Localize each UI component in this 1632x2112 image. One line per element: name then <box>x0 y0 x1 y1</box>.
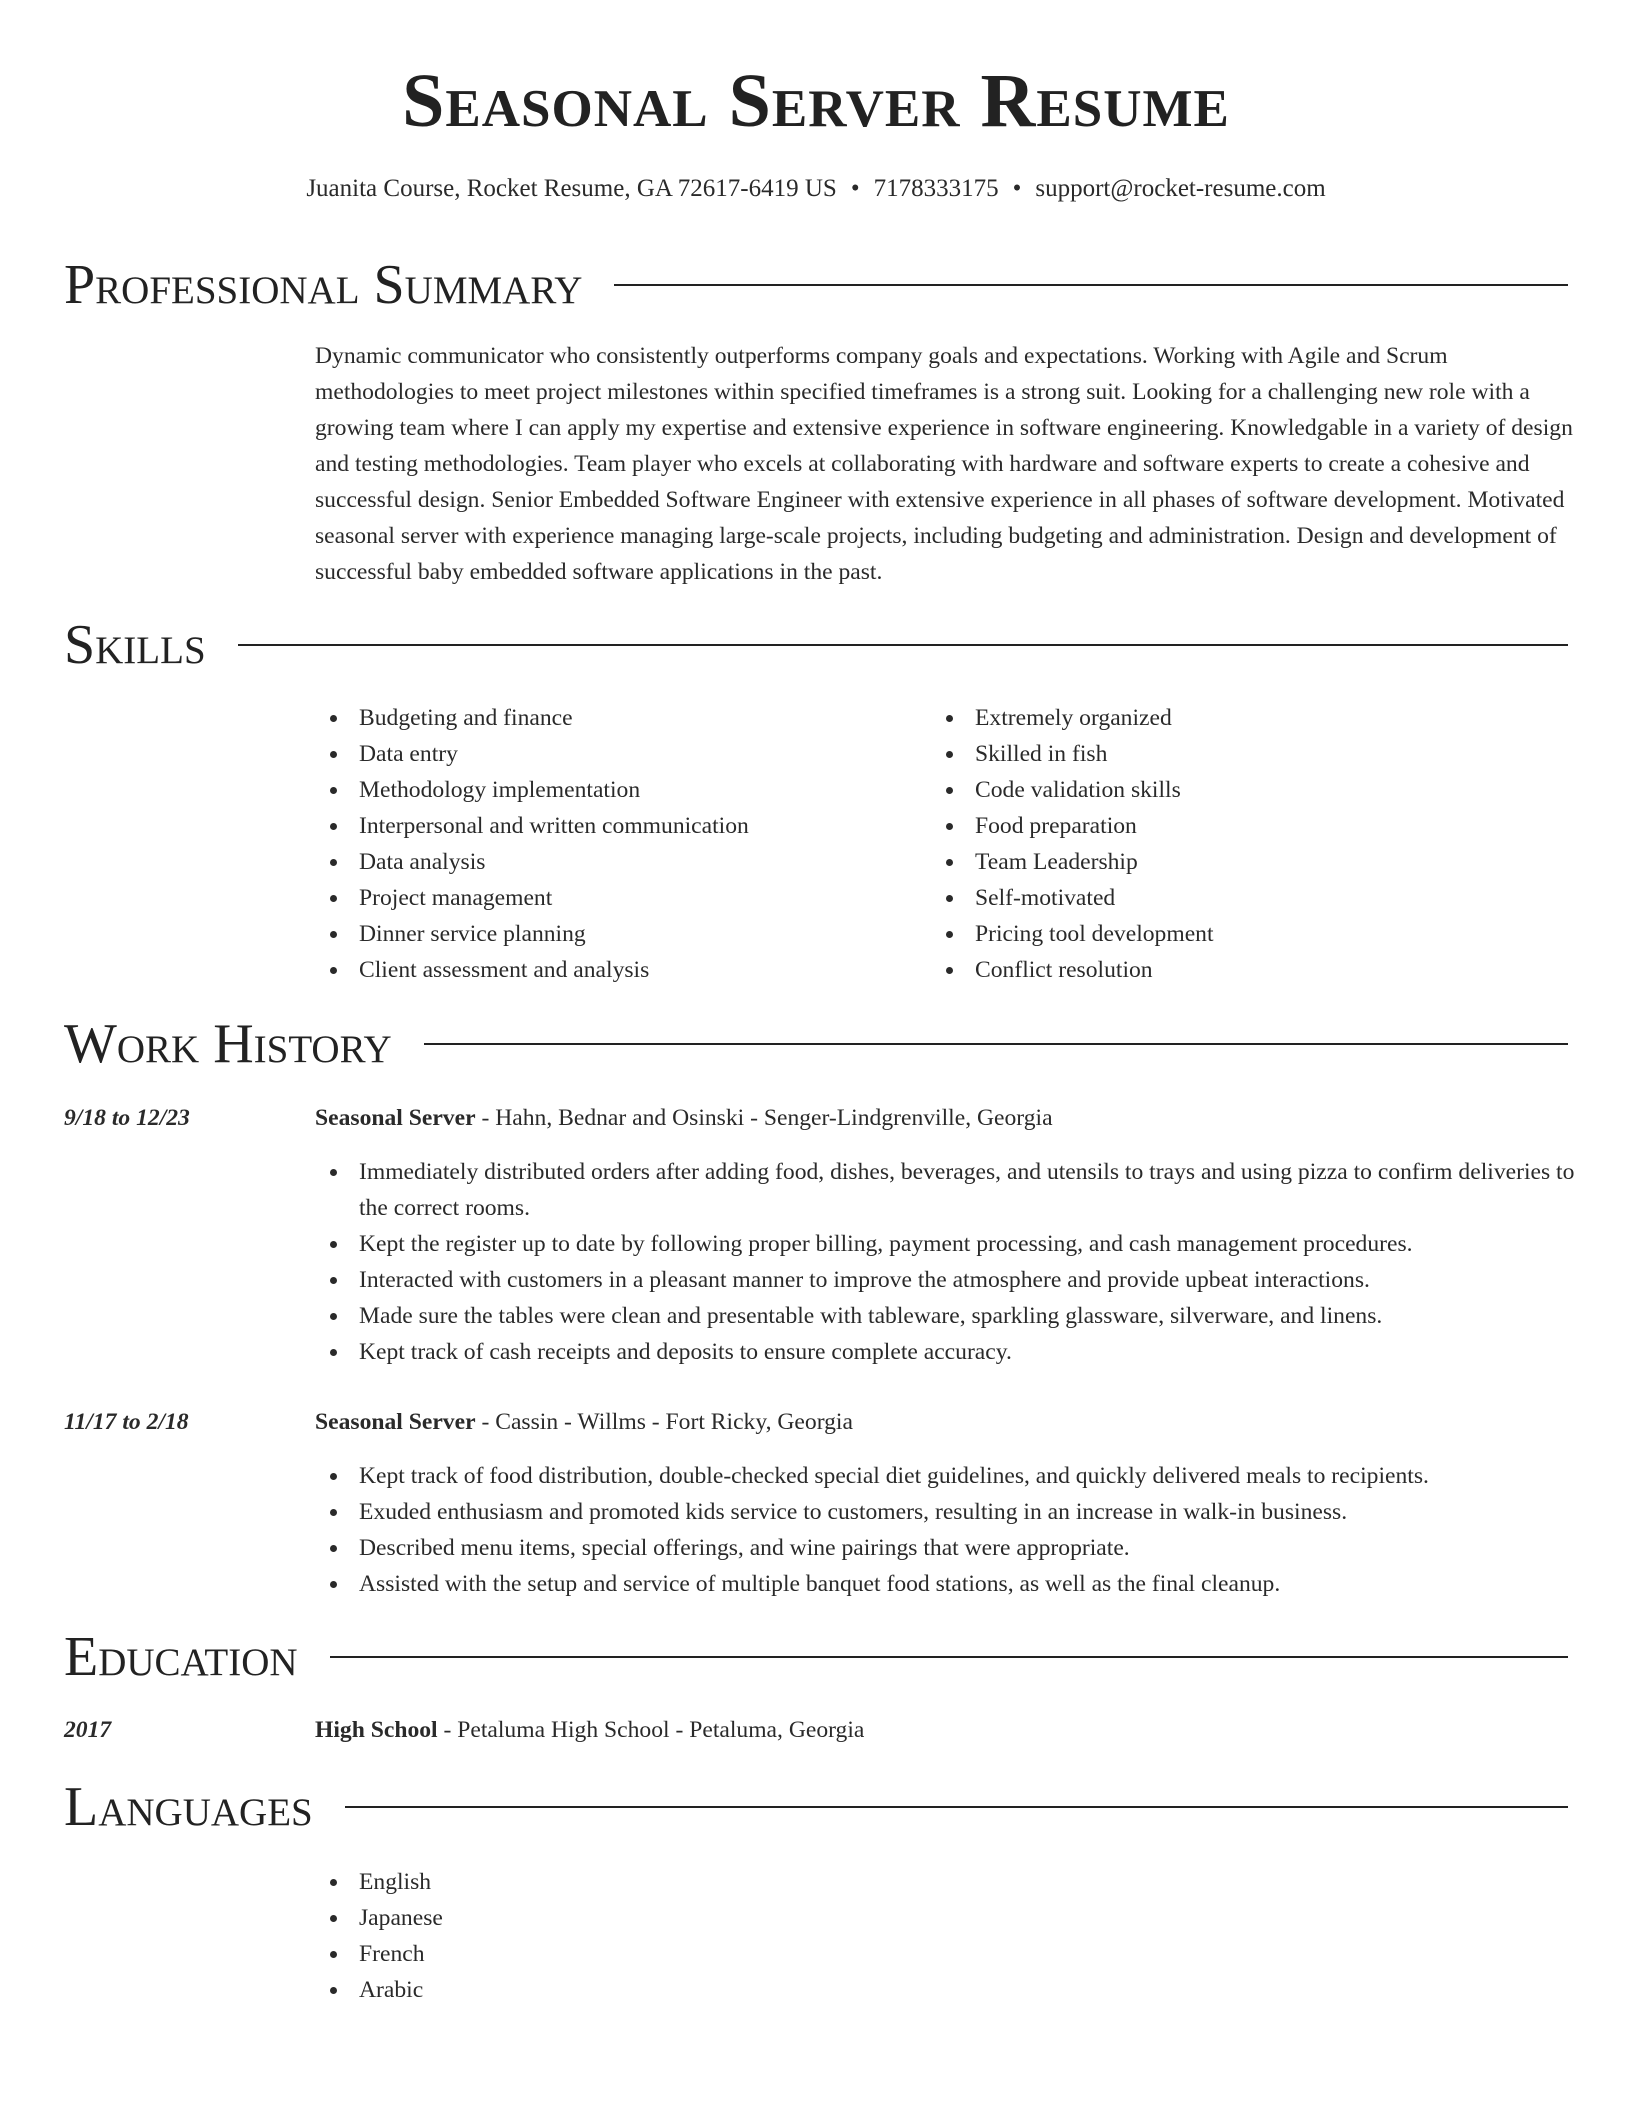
education-section-header <box>64 1622 1568 1692</box>
job-duty: Kept the register up to date by following proper billing, payment processing, and cash management procedures. <box>315 1226 1575 1262</box>
job-role: Seasonal Server <box>315 1105 476 1131</box>
work-section-header <box>64 1009 1568 1079</box>
job-title-line <box>315 1404 853 1440</box>
job-title-line <box>315 1100 1053 1136</box>
skill-item: Code validation skills <box>931 772 1531 808</box>
skill-item: Food preparation <box>931 808 1531 844</box>
contact-line <box>0 173 1632 206</box>
skill-item: Self-motivated <box>931 880 1531 916</box>
job-duties-list <box>315 1458 1575 1602</box>
contact-separator: • <box>850 175 860 202</box>
section-divider <box>330 1656 1568 1658</box>
job-duty: Exuded enthusiasm and promoted kids service to customers, resulting in an increase in walk-in business. <box>315 1494 1575 1530</box>
language-item: Arabic <box>315 1972 1575 2008</box>
education-line <box>315 1712 864 1748</box>
job-duty: Kept track of cash receipts and deposits to ensure complete accuracy. <box>315 1334 1575 1370</box>
summary-heading: Professional Summary <box>64 254 583 316</box>
skill-item: Methodology implementation <box>315 772 915 808</box>
skill-item: Interpersonal and written communication <box>315 808 915 844</box>
job-role: Seasonal Server <box>315 1409 476 1435</box>
language-item: English <box>315 1864 1575 1900</box>
section-divider <box>345 1806 1568 1808</box>
education-heading: Education <box>64 1626 298 1688</box>
contact-email: support@rocket-resume.com <box>1035 175 1326 202</box>
job-employer: - Hahn, Bednar and Osinski - Senger-Lindgrenville, Georgia <box>475 1105 1053 1131</box>
job-dates: 11/17 to 2/18 <box>64 1409 189 1435</box>
contact-address: Juanita Course, Rocket Resume, GA 72617-6419 US <box>306 175 837 202</box>
education-degree: High School <box>315 1717 438 1743</box>
skills-list-left <box>315 700 915 988</box>
skill-item: Team Leadership <box>931 844 1531 880</box>
skill-item: Project management <box>315 880 915 916</box>
skill-item: Pricing tool development <box>931 916 1531 952</box>
contact-phone: 7178333175 <box>873 175 999 202</box>
job-duty: Interacted with customers in a pleasant manner to improve the atmosphere and provide upbeat interactions. <box>315 1262 1575 1298</box>
section-divider <box>424 1043 1568 1045</box>
skill-item: Data entry <box>315 736 915 772</box>
skill-item: Extremely organized <box>931 700 1531 736</box>
job-dates: 9/18 to 12/23 <box>64 1105 190 1131</box>
job-duty: Described menu items, special offerings, and wine pairings that were appropriate. <box>315 1530 1575 1566</box>
job-duties-list <box>315 1154 1575 1370</box>
skills-section-header <box>64 610 1568 680</box>
section-divider <box>238 644 1568 646</box>
work-heading: Work History <box>64 1013 392 1075</box>
languages-section-header <box>64 1772 1568 1842</box>
summary-section-header <box>64 250 1568 320</box>
job-employer: - Cassin - Willms - Fort Ricky, Georgia <box>475 1409 853 1435</box>
skills-heading: Skills <box>64 614 206 676</box>
languages-heading: Languages <box>64 1776 313 1838</box>
job-duty: Assisted with the setup and service of multiple banquet food stations, as well as the final cleanup. <box>315 1566 1575 1602</box>
education-school: - Petaluma High School - Petaluma, Georgia <box>437 1717 865 1743</box>
section-divider <box>614 284 1568 286</box>
languages-list <box>315 1864 1575 2008</box>
skill-item: Skilled in fish <box>931 736 1531 772</box>
job-duty: Kept track of food distribution, double-checked special diet guidelines, and quickly delivered meals to recipients. <box>315 1458 1575 1494</box>
contact-separator: • <box>1012 175 1022 202</box>
summary-text: Dynamic communicator who consistently outperforms company goals and expectations. Working with Agile and Scrum methodologies to meet project milestones within specified timeframes is a strong suit. Looking for a challenging new role with a growing team where I can apply my expertise and extensive experience in software engineering. Knowledgable in a variety of design and testing methodologies. Team player who excels at collaborating with hardware and software experts to create a cohesive and successful design. Senior Embedded Software Engineer with extensive experience in all phases of software development. Motivated seasonal server with experience managing large-scale projects, including budgeting and administration. Design and development of successful baby embedded software applications in the past. <box>315 343 1573 585</box>
skill-item: Data analysis <box>315 844 915 880</box>
skills-list-right <box>931 700 1531 988</box>
language-item: French <box>315 1936 1575 1972</box>
skill-item: Client assessment and analysis <box>315 952 915 988</box>
job-duty: Made sure the tables were clean and presentable with tableware, sparkling glassware, silverware, and linens. <box>315 1298 1575 1334</box>
skill-item: Conflict resolution <box>931 952 1531 988</box>
job-duty: Immediately distributed orders after adding food, dishes, beverages, and utensils to trays and using pizza to confirm deliveries to the correct rooms. <box>315 1154 1575 1226</box>
education-year: 2017 <box>64 1717 112 1743</box>
language-item: Japanese <box>315 1900 1575 1936</box>
resume-title: Seasonal Server Resume <box>402 59 1230 143</box>
skill-item: Budgeting and finance <box>315 700 915 736</box>
skill-item: Dinner service planning <box>315 916 915 952</box>
